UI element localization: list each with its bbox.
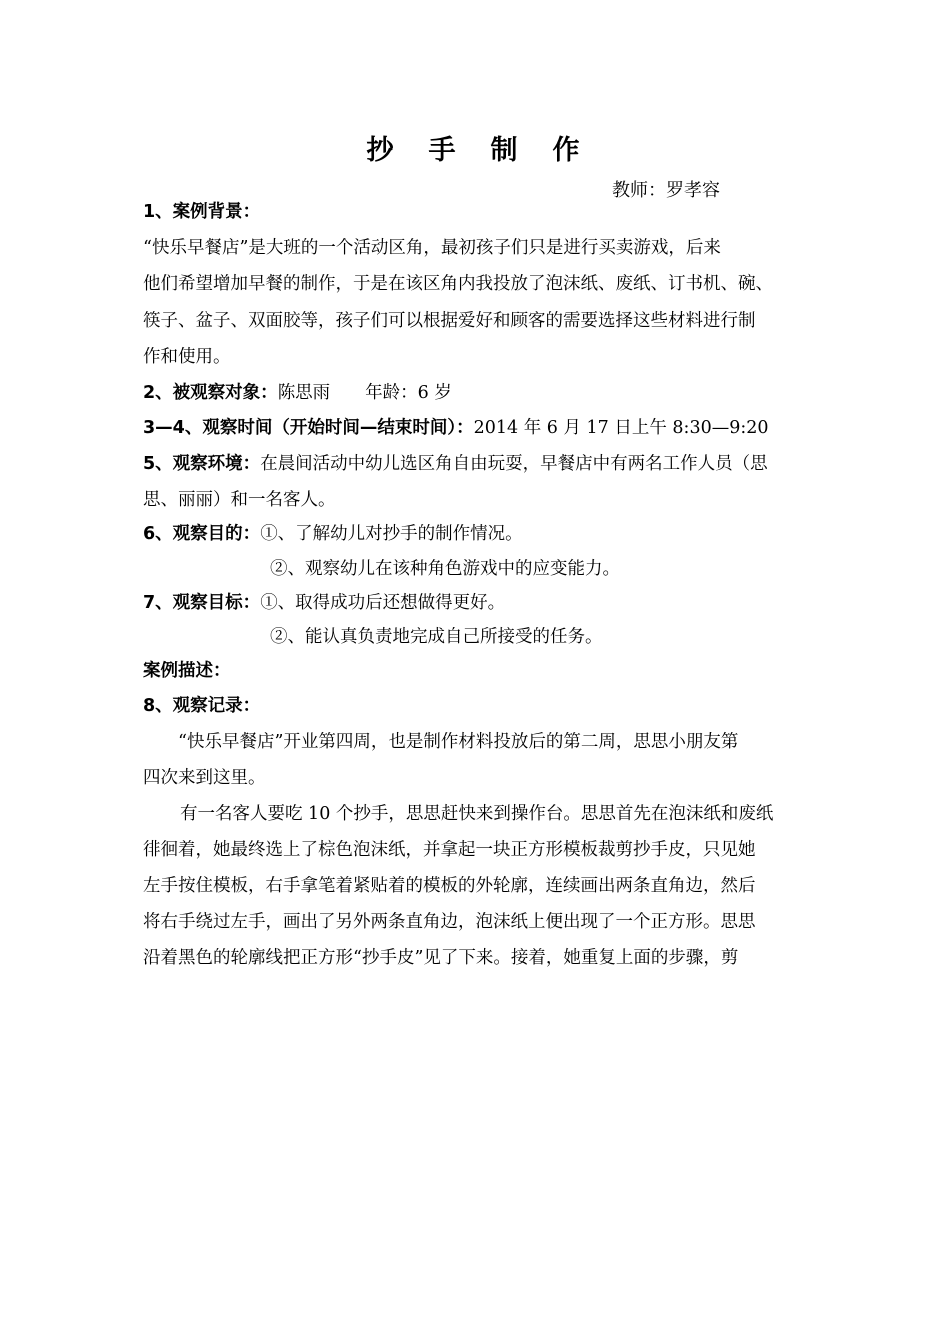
record-heading: 8、观察记录： — [143, 696, 261, 716]
purpose-row — [143, 522, 823, 546]
time-label: 3—4、观察时间（开始时间—结束时间）： — [143, 418, 474, 438]
record-paragraph-line: 左手按住模板，右手拿笔着紧贴着的模板的外轮廓，连续画出两条直角边，然后 — [143, 876, 756, 896]
record-paragraph-line: 四次来到这里。 — [143, 768, 266, 788]
environment-text: 在晨间活动中幼儿选区角自由玩耍，早餐店中有两名工作人员（思 — [260, 454, 768, 474]
background-line: 筷子、盆子、双面胶等，孩子们可以根据爱好和顾客的需要选择这些材料进行制 — [143, 311, 756, 331]
case-description-heading: 案例描述： — [143, 661, 231, 681]
record-paragraph-line: 徘徊着，她最终选上了棕色泡沫纸，并拿起一块正方形模板裁剪抄手皮，只见她 — [143, 840, 756, 860]
goal-label: 7、观察目标： — [143, 593, 261, 613]
environment-row — [143, 452, 823, 476]
background-line: “快乐早餐店”是大班的一个活动区角，最初孩子们只是进行买卖游戏，后来 — [143, 238, 721, 258]
goal-row — [143, 591, 823, 615]
purpose-item: ②、观察幼儿在该种角色游戏中的应变能力。 — [270, 559, 620, 579]
record-paragraph-line: “快乐早餐店”开业第四周，也是制作材料投放后的第二周，思思小朋友第 — [178, 732, 739, 752]
time-row — [143, 416, 823, 440]
goal-item: ②、能认真负责地完成自己所接受的任务。 — [270, 627, 603, 647]
subject-row — [143, 381, 823, 405]
purpose-item: ①、了解幼儿对抄手的制作情况。 — [260, 524, 523, 544]
subject-value: 陈思雨 年龄：6 岁 — [277, 383, 452, 403]
document-title: 抄 手 制 作 — [366, 135, 584, 166]
record-paragraph-line: 沿着黑色的轮廓线把正方形“抄手皮”见了下来。接着，她重复上面的步骤，剪 — [143, 948, 739, 968]
time-value: 2014 年 6 月 17 日上午 8:30—9:20 — [473, 418, 769, 438]
goal-item: ①、取得成功后还想做得更好。 — [260, 593, 506, 613]
environment-label: 5、观察环境： — [143, 454, 261, 474]
record-paragraph-line: 有一名客人要吃 10 个抄手，思思赶快来到操作台。思思首先在泡沫纸和废纸 — [180, 804, 774, 824]
background-line: 作和使用。 — [143, 347, 231, 367]
environment-line: 思、丽丽）和一名客人。 — [143, 490, 336, 510]
subject-label: 2、被观察对象： — [143, 383, 278, 403]
purpose-label: 6、观察目的： — [143, 524, 261, 544]
record-paragraph-line: 将右手绕过左手，画出了另外两条直角边，泡沫纸上便出现了一个正方形。思思 — [143, 912, 756, 932]
background-line: 他们希望增加早餐的制作，于是在该区角内我投放了泡沫纸、废纸、订书机、碗、 — [143, 274, 773, 294]
teacher-name: 教师：罗孝容 — [612, 180, 720, 201]
background-heading: 1、案例背景： — [143, 202, 261, 222]
